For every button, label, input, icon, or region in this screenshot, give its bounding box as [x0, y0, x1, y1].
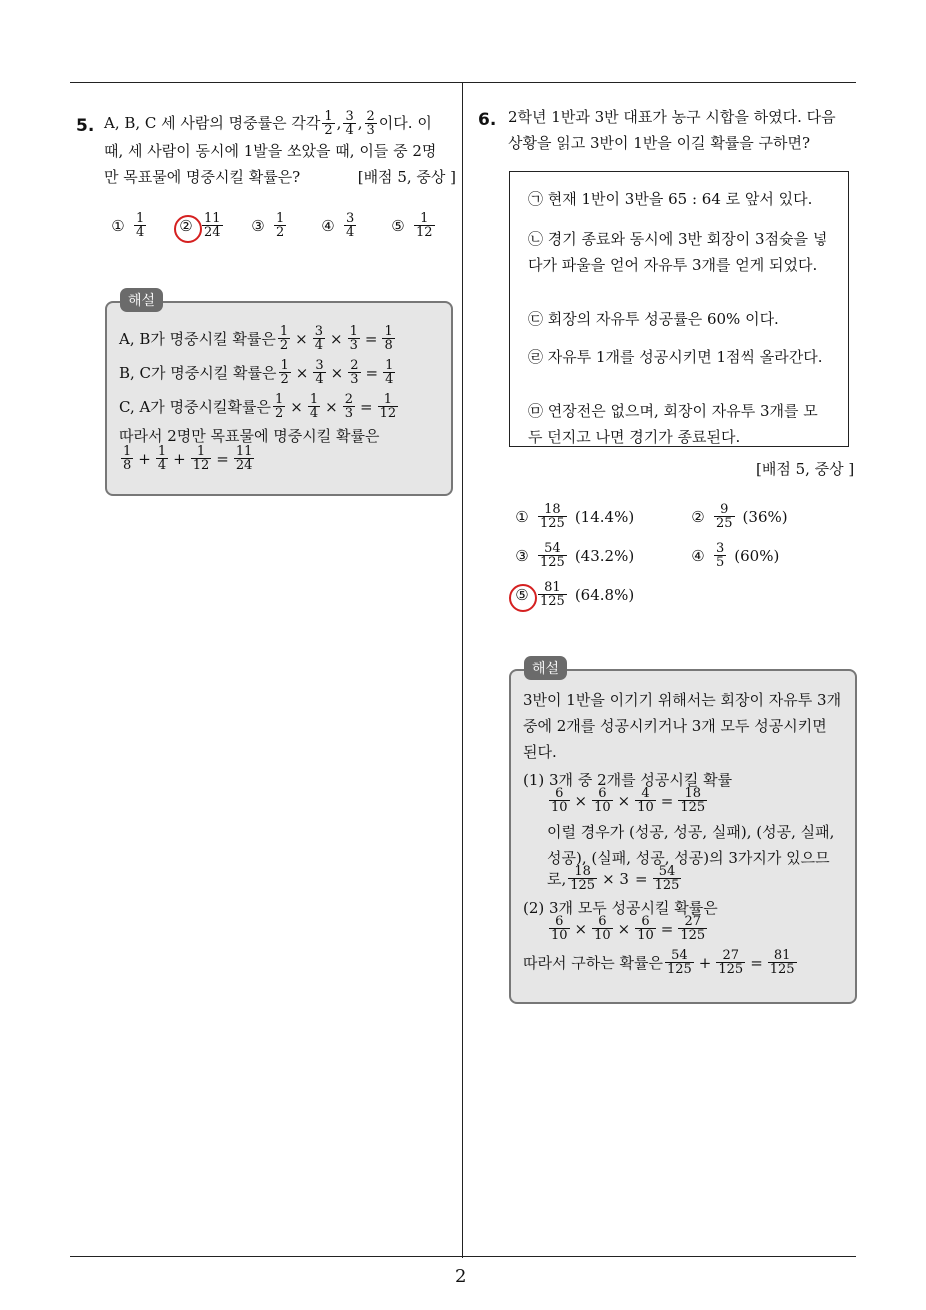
q5-option-2[interactable]: ② $\frac{11}{24}$	[179, 211, 221, 240]
q6-conditions-box	[509, 171, 849, 447]
q6-option-2[interactable]: ② $\frac{9}{25}$ (36%)	[691, 502, 788, 531]
q6-option-3[interactable]: ③ $\frac{54}{125}$ (43.2%)	[515, 541, 635, 570]
q6-question	[508, 104, 858, 156]
q5-option-4[interactable]: ④ $\frac{3}{4}$	[321, 211, 355, 240]
fraction: $\frac{1}{2}$	[324, 108, 333, 138]
q6-solution-tag: 해설	[524, 656, 567, 680]
q5-sol-line2: B, C가 명중시킬 확률은 $\frac{1}{2}$ × $\frac{3}{4}$ × $\frac{2}{3}$ = $\frac{1}{4}$	[119, 358, 394, 387]
q6-sol-p2: 중에 2개를 성공시키거나 3개 모두 성공시키면	[523, 717, 827, 735]
q5-sol-line1: A, B가 명중시킬 확률은 $\frac{1}{2}$ × $\frac{3}{4}$ × $\frac{1}{3}$ = $\frac{1}{8}$	[119, 324, 393, 353]
q6-number: 6.	[478, 110, 497, 130]
selected-answer-mark	[174, 215, 202, 243]
q5-option-5[interactable]: ⑤ $\frac{1}{12}$	[391, 211, 433, 240]
q6-sol-s1-c: 로, $\frac{18}{125}$ × 3 = $\frac{54}{125}$	[547, 864, 680, 893]
q6-line1: 2학년 1반과 3반 대표가 농구 시합을 하였다. 다음	[508, 108, 836, 126]
q6-option-1[interactable]: ① $\frac{18}{125}$ (14.4%)	[515, 502, 635, 531]
condition-item: ㉣ 자유투 1개를 성공시키면 1점씩 올라간다.	[528, 348, 823, 366]
q6-sol-final: 따라서 구하는 확률은 $\frac{54}{125}$ + $\frac{27}{125}$ = $\frac{81}{125}$	[523, 948, 795, 977]
q5-line1	[104, 108, 456, 138]
q6-score: [배점 5, 중상 ]	[756, 460, 855, 478]
fraction: $\frac{3}{4}$	[345, 108, 354, 138]
q6-line2: 상황을 읽고 3반이 1반을 이길 확률을 구하면?	[508, 134, 811, 152]
separator: ,	[357, 114, 363, 132]
q6-sol-s2-formula: $\frac{6}{10}$ × $\frac{6}{10}$ × $\frac{6}{10}$ = $\frac{27}{125}$	[551, 914, 706, 943]
q5-sol-line3: C, A가 명중시킬확률은 $\frac{1}{2}$ × $\frac{1}{4}$ × $\frac{2}{3}$ = $\frac{1}{12}$	[119, 392, 397, 421]
q5-line2: 때, 세 사람이 동시에 1발을 쏘았을 때, 이들 중 2명	[104, 142, 437, 160]
q5-question	[104, 108, 456, 190]
condition-item: ㉠ 현재 1반이 3반을 65 : 64 로 앞서 있다.	[528, 190, 813, 208]
q6-sol-s2-title: (2) 3개 모두 성공시킬 확률은	[523, 899, 718, 917]
q6-option-5[interactable]: ⑤ $\frac{81}{125}$ (64.8%)	[515, 580, 635, 609]
q5-line3: 만 목표물에 명중시킬 확률은?	[104, 168, 301, 186]
q5-number: 5.	[76, 116, 95, 136]
q5-option-1[interactable]: ① $\frac{1}{4}$	[111, 211, 145, 240]
q6-option-4[interactable]: ④ $\frac{3}{5}$ (60%)	[691, 541, 780, 570]
q5-option-3[interactable]: ③ $\frac{1}{2}$	[251, 211, 285, 240]
q6-sol-s1-a: 이럴 경우가 (성공, 성공, 실패), (성공, 실패,	[547, 823, 835, 841]
q6-solution-box	[509, 669, 857, 1004]
fraction: $\frac{2}{3}$	[366, 108, 375, 138]
selected-answer-mark	[509, 584, 537, 612]
condition-item: ㉡ 경기 종료와 동시에 3반 회장이 3점슛을 넣다가 파울을 얻어 자유투 3개를 얻게 되었다.	[528, 230, 828, 274]
q5-sol-line4: 따라서 2명만 목표물에 명중시킬 확률은	[119, 427, 380, 445]
q5-text-a: A, B, C 세 사람의 명중률은 각각	[104, 114, 321, 132]
top-rule	[70, 82, 856, 83]
q5-score: [배점 5, 중상 ]	[357, 168, 456, 186]
q5-solution-tag: 해설	[120, 288, 163, 312]
bottom-rule	[70, 1256, 856, 1257]
column-divider	[462, 83, 463, 1258]
condition-item: ㉢ 회장의 자유투 성공률은 60% 이다.	[528, 310, 779, 328]
q6-sol-p1: 3반이 1반을 이기기 위해서는 회장이 자유투 3개	[523, 691, 842, 709]
q6-sol-p3: 된다.	[523, 743, 557, 761]
q5-text-b: 이다. 이	[378, 114, 432, 132]
q5-sol-line5: $\frac{1}{8}$ + $\frac{1}{4}$ + $\frac{1}{12}$ = $\frac{11}{24}$	[123, 444, 253, 473]
q6-sol-s1-title: (1) 3개 중 2개를 성공시킬 확률	[523, 771, 733, 789]
q5-solution-box	[105, 301, 453, 496]
separator: ,	[336, 114, 342, 132]
condition-item: ㉤ 연장전은 없으며, 회장이 자유투 3개를 모두 던지고 나면 경기가 종료된다.	[528, 402, 818, 446]
q5-line3-row	[104, 164, 456, 190]
q6-sol-s1-formula: $\frac{6}{10}$ × $\frac{6}{10}$ × $\frac{4}{10}$ = $\frac{18}{125}$	[551, 786, 706, 815]
q6-sol-s1-b: 성공), (실패, 성공, 성공)의 3가지가 있으므	[547, 849, 830, 867]
page-number: 2	[455, 1266, 467, 1287]
